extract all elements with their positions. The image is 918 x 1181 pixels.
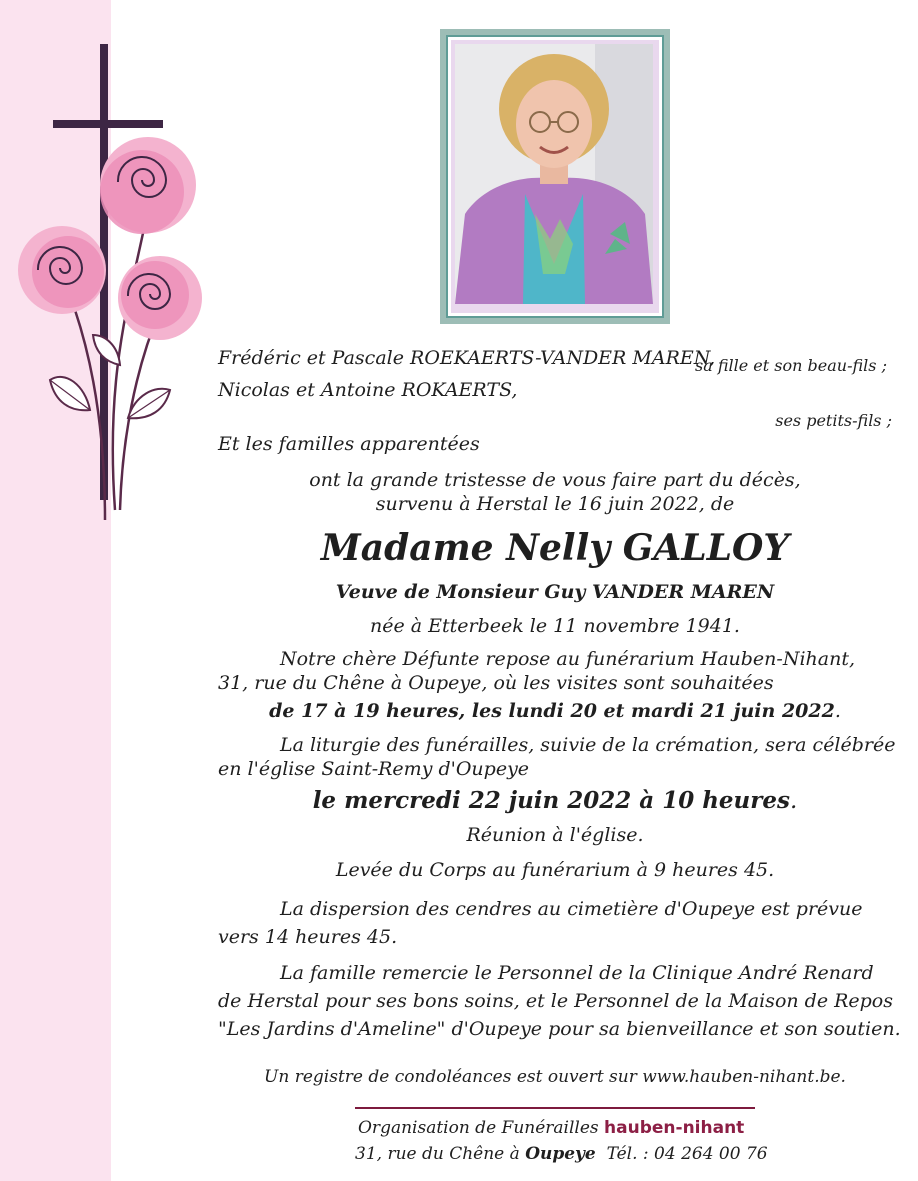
footer-address: 31, rue du Chêne à Oupeye Tél. : 04 264 00 76 <box>355 1144 768 1164</box>
footer-phone: Tél. : 04 264 00 76 <box>606 1144 768 1164</box>
liturgy-line-2: en l'église Saint-Remy d'Oupeye <box>218 758 530 780</box>
family-line-1-relation: sa fille et son beau-fils ; <box>695 356 887 375</box>
visits-line-2: 31, rue du Chêne à Oupeye, où les visites sont souhaitées <box>218 672 774 694</box>
portrait-photo <box>455 44 655 309</box>
portrait-frame <box>440 29 670 324</box>
liturgy-line-1: La liturgie des funérailles, suivie de la crémation, sera célébrée <box>280 734 896 756</box>
family-line-3: Et les familles apparentées <box>218 433 480 455</box>
brand-logo-text: hauben-nihant <box>604 1118 745 1138</box>
meeting-at-church: Réunion à l'église. <box>466 824 644 846</box>
dispersion-line-1: La dispersion des cendres au cimetière d'Oupeye est prévue <box>280 898 863 920</box>
widow-of: Veuve de Monsieur Guy VANDER MAREN <box>335 581 775 603</box>
thanks-line-3: "Les Jardins d'Ameline" d'Oupeye pour sa bienveillance et son soutien. <box>218 1018 901 1040</box>
family-line-2-name: Nicolas et Antoine ROKAERTS, <box>218 379 518 401</box>
announcement-line-2: survenu à Herstal le 16 juin 2022, de <box>375 493 735 515</box>
thanks-line-2: de Herstal pour ses bons soins, et le Personnel de la Maison de Repos <box>218 990 894 1012</box>
thanks-line-1: La famille remercie le Personnel de la Clinique André Renard <box>280 962 874 984</box>
footer-organisation: Organisation de Funérailles hauben-nihant <box>358 1118 745 1138</box>
announcement-line-1: ont la grande tristesse de vous faire part du décès, <box>309 469 801 491</box>
footer-divider <box>355 1107 755 1109</box>
condolence-registry: Un registre de condoléances est ouvert sur www.hauben-nihant.be. <box>264 1067 846 1087</box>
liturgy-date: le mercredi 22 juin 2022 à 10 heures. <box>312 787 798 814</box>
cross-and-roses-illustration <box>10 40 210 530</box>
birth-info: née à Etterbeek le 11 novembre 1941. <box>370 615 740 637</box>
visits-line-1: Notre chère Défunte repose au funérarium Hauben-Nihant, <box>280 648 856 670</box>
deceased-name: Madame Nelly GALLOY <box>320 527 790 569</box>
family-line-1-name: Frédéric et Pascale ROEKAERTS-VANDER MAREN, <box>218 347 716 369</box>
visits-hours-bold: de 17 à 19 heures, les lundi 20 et mardi 21 juin 2022 <box>269 700 835 722</box>
family-line-2-relation: ses petits-fils ; <box>775 411 892 430</box>
visits-hours: de 17 à 19 heures, les lundi 20 et mardi 21 juin 2022. <box>269 700 841 722</box>
levee-du-corps: Levée du Corps au funérarium à 9 heures 45. <box>335 859 775 881</box>
dispersion-line-2: vers 14 heures 45. <box>218 926 398 948</box>
